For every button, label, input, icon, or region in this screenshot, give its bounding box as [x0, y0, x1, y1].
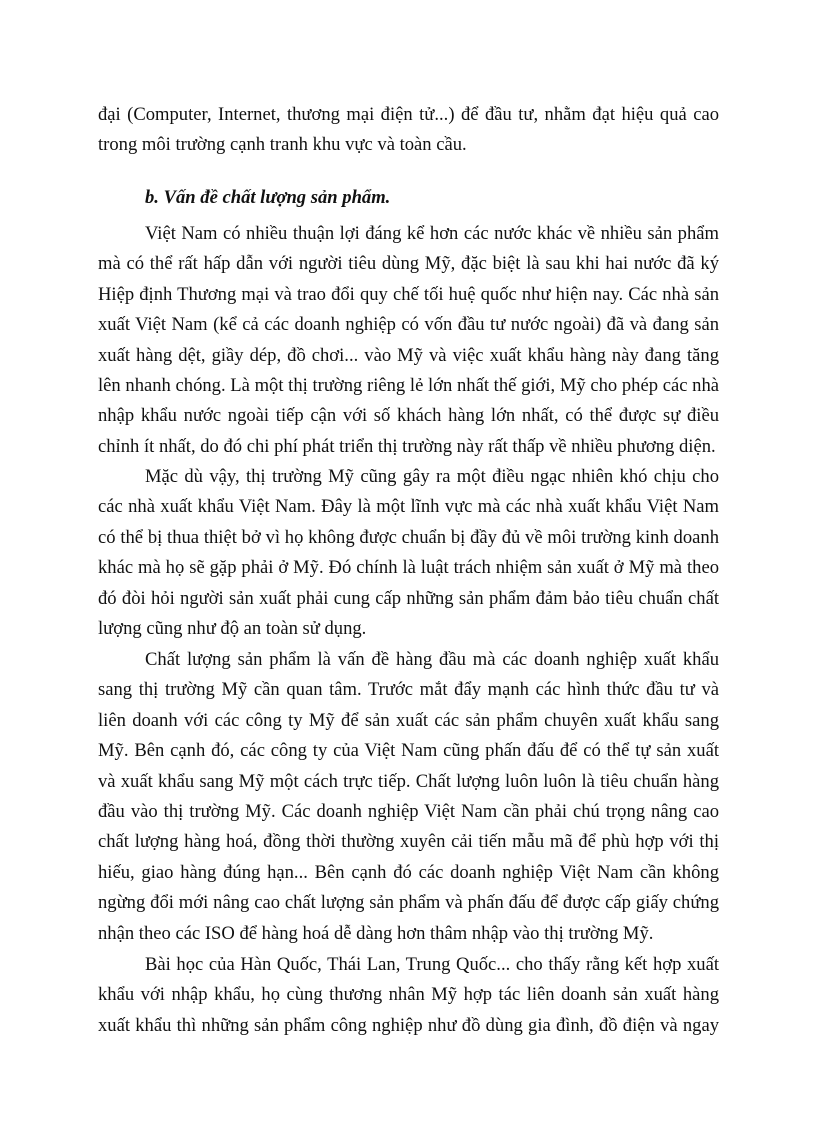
text-line: Chất lượng sản phẩm là vấn đề hàng đầu mà các doanh nghiệp xuất khẩu — [145, 649, 719, 670]
text-line: có thể bị thua thiệt bở vì họ không được chuẩn bị đầy đủ về môi trường kinh doanh — [98, 526, 719, 548]
text-line: và xuất khẩu sang Mỹ một cách trực tiếp. Chất lượng luôn luôn là tiêu chuẩn hàng — [98, 770, 719, 792]
paragraph-1 — [98, 219, 719, 462]
text-line: khác mà họ sẽ gặp phải ở Mỹ. Đó chính là luật trách nhiệm sản xuất ở Mỹ mà theo — [98, 557, 719, 579]
text-line: trong môi trường cạnh tranh khu vực và toàn cầu. — [98, 134, 467, 156]
intro-paragraph — [98, 100, 719, 161]
paragraph-3 — [98, 645, 719, 949]
text-line: xuất Việt Nam (kể cả các doanh nghiệp có vốn đầu tư nước ngoài) đã và đang sản — [98, 314, 719, 336]
text-line: lượng cũng như độ an toàn sử dụng. — [98, 617, 367, 639]
text-line: Việt Nam có nhiều thuận lợi đáng kể hơn các nước khác về nhiều sản phẩm — [145, 223, 719, 244]
text-line: đầu vào thị trường Mỹ. Các doanh nghiệp Việt Nam cần phải chú trọng nâng cao — [98, 800, 719, 822]
text-line: lên nhanh chóng. Là một thị trường riêng lẻ lớn nhất thế giới, Mỹ cho phép các nhà — [98, 374, 719, 396]
text-line: chỉnh ít nhất, do đó chi phí phát triển thị trường này rất thấp về nhiều phương diện. — [98, 435, 716, 457]
text-line: hiếu, giao hàng đúng hạn... Bên cạnh đó các doanh nghiệp Việt Nam cần không — [98, 861, 719, 883]
text-line: đại (Computer, Internet, thương mại điện tử...) để đầu tư, nhằm đạt hiệu quả cao — [98, 104, 719, 125]
text-line: Mặc dù vậy, thị trường Mỹ cũng gây ra một điều ngạc nhiên khó chịu cho — [145, 466, 719, 487]
text-line: xuất khẩu thì những sản phẩm công nghiệp như đồ dùng gia đình, đồ điện và ngay — [98, 1014, 719, 1036]
paragraph-4 — [98, 950, 719, 1041]
section-heading: b. Vấn đề chất lượng sản phẩm. — [145, 187, 391, 208]
text-line: đó đòi hỏi người sản xuất phải cung cấp những sản phẩm đảm bảo tiêu chuẩn chất — [98, 587, 719, 609]
text-line: liên doanh với các công ty Mỹ để sản xuất các sản phẩm chuyên xuất khẩu sang — [98, 709, 719, 731]
text-line: Mỹ. Bên cạnh đó, các công ty của Việt Nam cũng phấn đấu để có thể tự sản xuất — [98, 740, 719, 762]
text-line: nhập khẩu nước ngoài tiếp cận với số khách hàng lớn nhất, có thể được sự điều — [98, 405, 719, 427]
text-line: xuất hàng dệt, giầy dép, đồ chơi... vào Mỹ và việc xuất khẩu hàng này đang tăng — [98, 344, 719, 366]
text-line: Bài học của Hàn Quốc, Thái Lan, Trung Quốc... cho thấy rằng kết hợp xuất — [145, 954, 719, 975]
text-line: mà có thể rất hấp dẫn với người tiêu dùng Mỹ, đặc biệt là sau khi hai nước đã ký — [98, 253, 719, 275]
text-line: các nhà xuất khẩu Việt Nam. Đây là một lĩnh vực mà các nhà xuất khẩu Việt Nam — [98, 496, 719, 518]
text-line: nhận theo các ISO để hàng hoá dễ dàng hơn thâm nhập vào thị trường Mỹ. — [98, 922, 654, 944]
text-line: chất lượng hàng hoá, đồng thời thường xuyên cải tiến mẫu mã để phù hợp với thị — [98, 831, 719, 853]
text-line: ngừng đổi mới nâng cao chất lượng sản phẩm và phấn đấu để được cấp giấy chứng — [98, 892, 719, 914]
text-line: sang thị trường Mỹ cần quan tâm. Trước mắt đẩy mạnh các hình thức đầu tư và — [98, 679, 719, 701]
paragraph-2 — [98, 462, 719, 644]
text-line: Hiệp định Thương mại và trao đổi quy chế tối huệ quốc như hiện nay. Các nhà sản — [98, 283, 719, 305]
text-line: khẩu với nhập khẩu, họ cùng thương nhân Mỹ hợp tác liên doanh sản xuất hàng — [98, 984, 719, 1006]
